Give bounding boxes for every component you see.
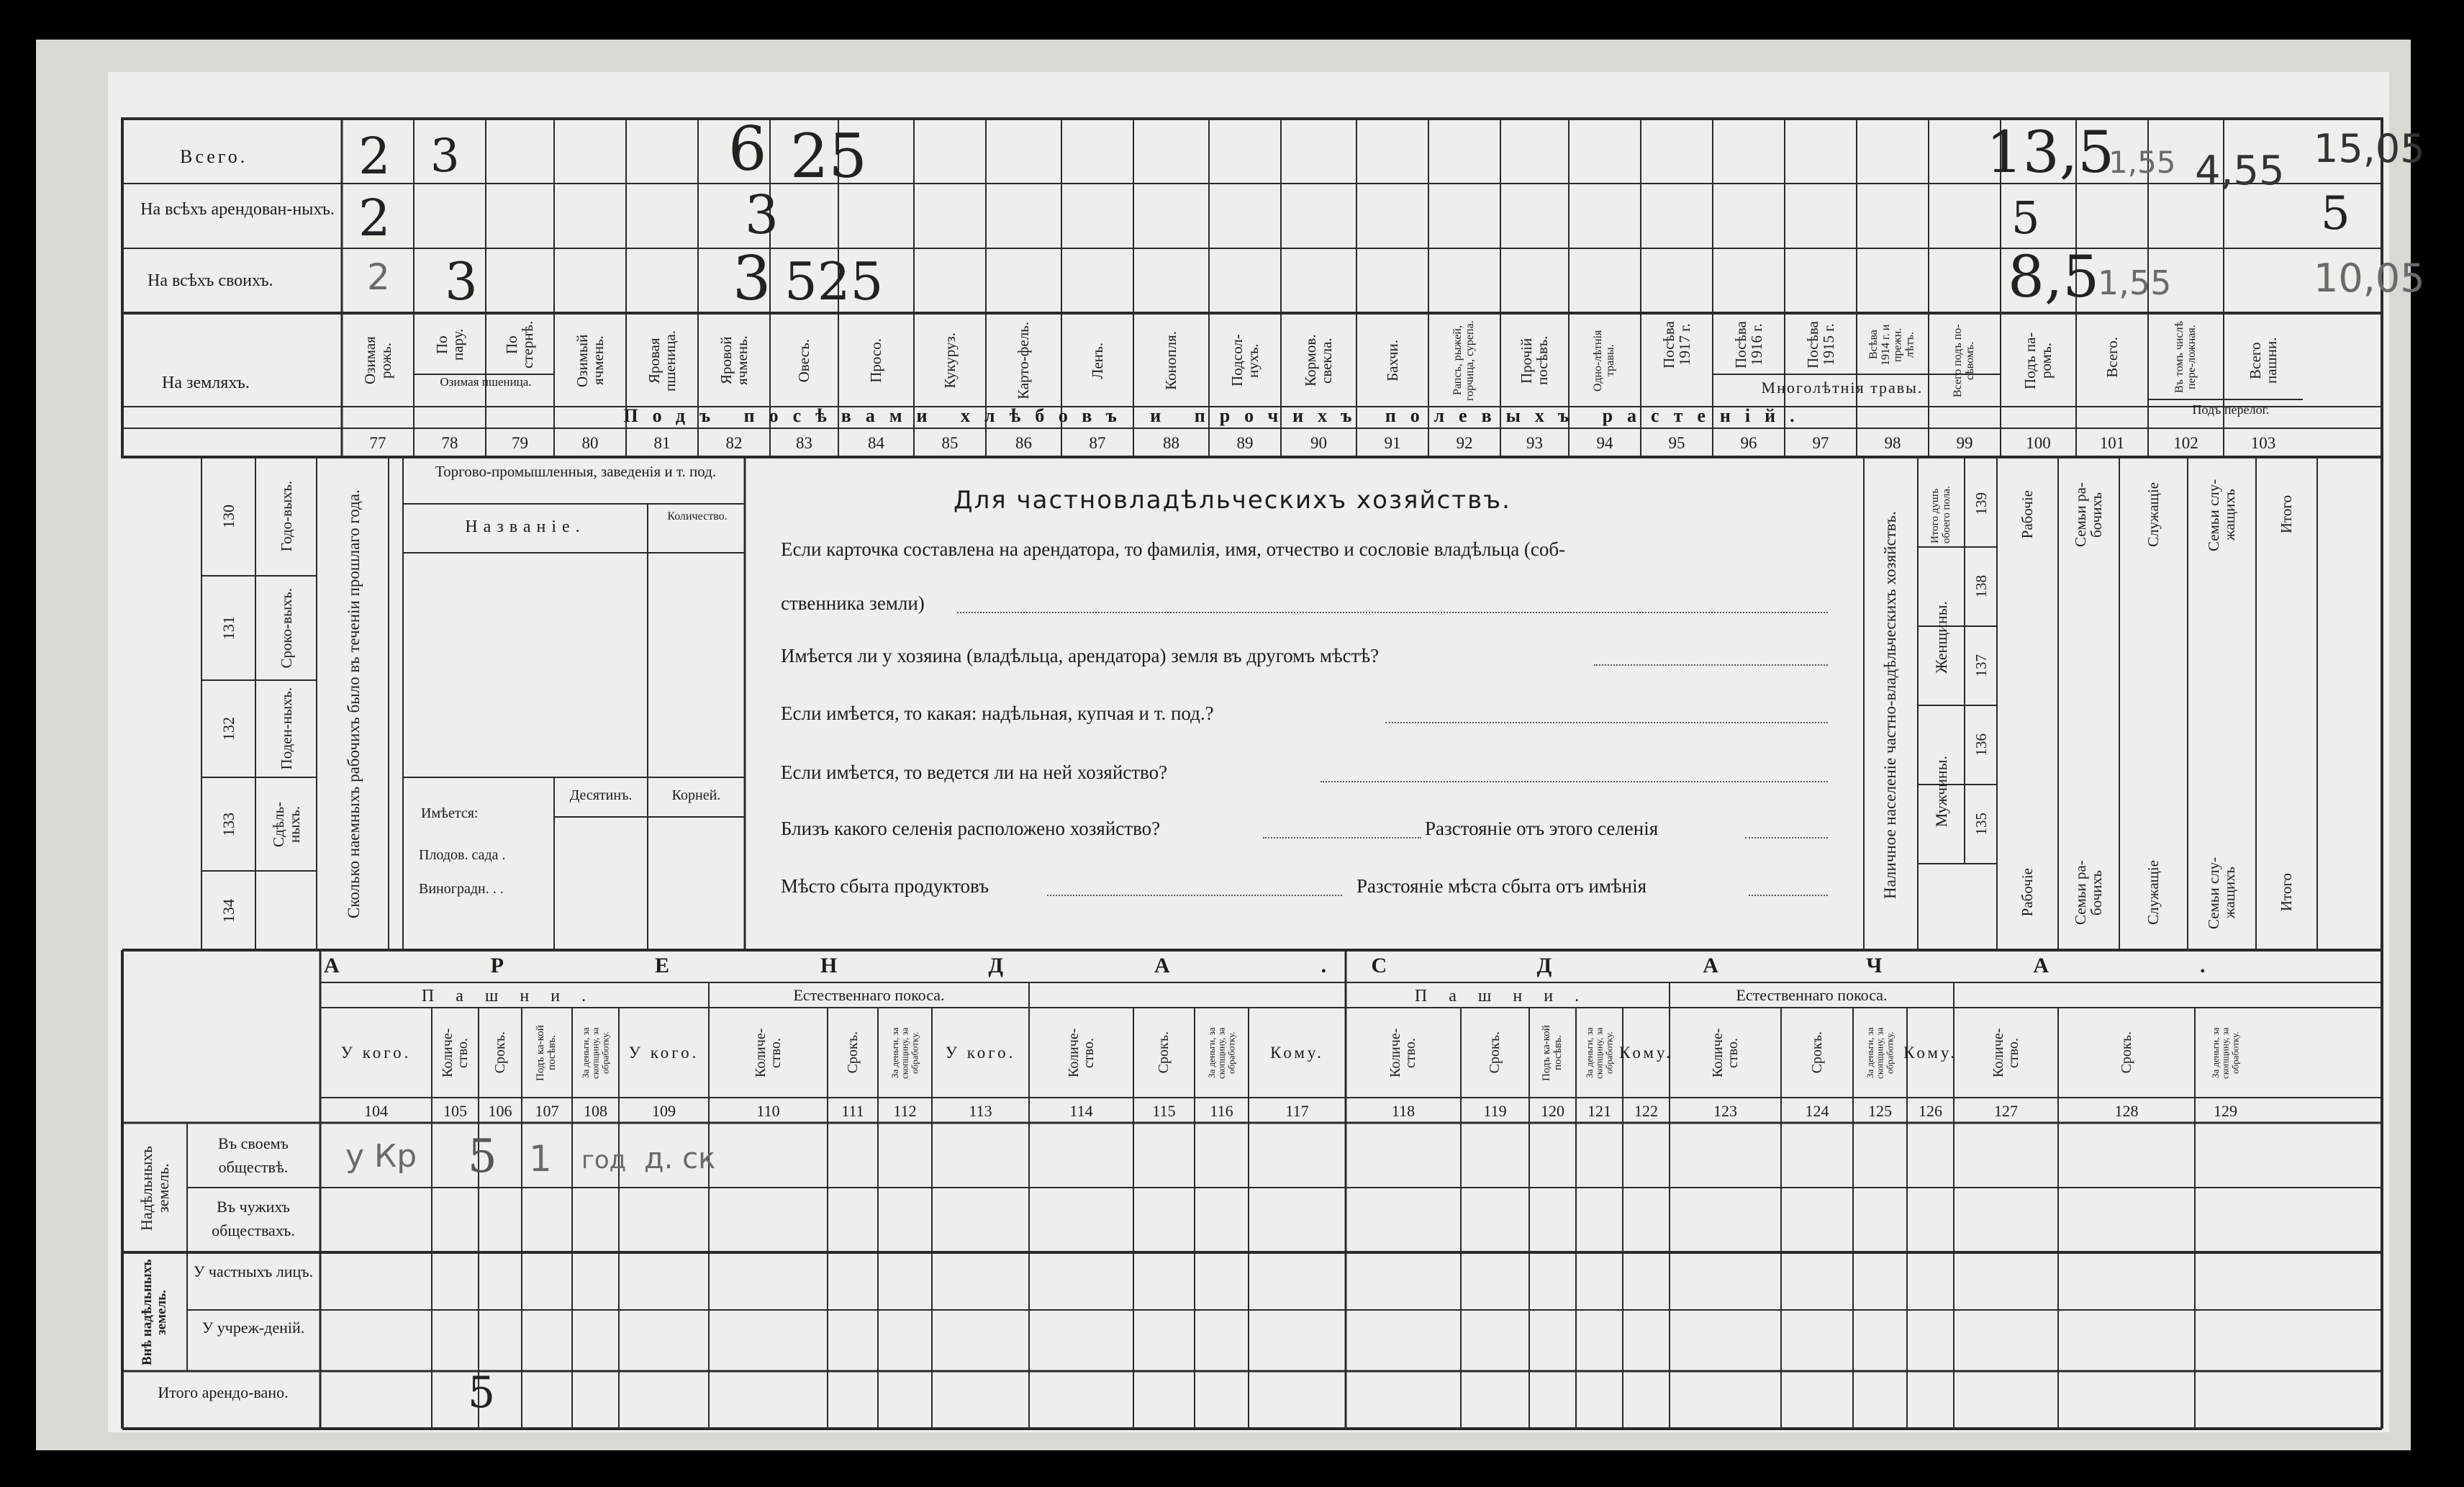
crop-header-103: Всего пашни. [2246,337,2280,384]
hw-arenda-pod: год [581,1146,627,1175]
hw-r1-c77: 2 [358,127,391,186]
crop-header-81: Яровая пшеница. [645,330,679,392]
hw-r3-c99: 8,5 [2008,243,2100,310]
pop-col-bot-3: Семьи слу-жащихъ [2205,856,2239,929]
worker-col-label-134 [257,874,316,946]
row-label-vsego: Всего. [180,146,248,167]
nadel-group-label: Надѣльныхъ земель. [137,1145,172,1231]
population-title: Наличное населеніе частно-владѣльческихъ хозяйствъ. [1881,511,1900,900]
col-num-79: 79 [512,434,528,452]
bottom-col-head-129: За деньги, за скопщину, за обработку. [2210,1026,2241,1079]
q2-answer-line [1594,664,1828,666]
bottom-col-head-117: Кому. [1270,1043,1324,1062]
mnogoletnie-travy-label: Многолѣтнія травы. [1761,379,1924,397]
col-num-94: 94 [1596,434,1613,452]
q5b-answer-line [1745,837,1828,839]
private-q3: Если имѣется, то какая: надѣльная, купчая и т. под.? [781,702,1214,724]
row-u-uchrezhdeniy: У учреж-деній. [201,1319,305,1337]
bottom-col-num-126: 126 [1919,1102,1942,1120]
hw-arenda-kol: 5 [468,1130,497,1183]
col-num-93: 93 [1526,434,1543,452]
bottom-col-head-111: Срокъ. [844,1031,861,1074]
bottom-col-num-104: 104 [364,1102,388,1120]
crop-header-100: Подъ па-ромъ. [2021,332,2055,389]
private-q5a: Близъ какого селенія расположено хозяйство? [781,818,1161,839]
hw-r1-c99: 13,5 [1986,119,2115,186]
trade-title: Торгово-промышленныя, заведенія и т. под. [435,463,717,480]
crop-header-88: Конопля. [1162,331,1180,390]
row-v-chuzhikh: Въ чужихъ обществахъ. [212,1198,295,1239]
pop-col-top-0: Рабочіе [2019,490,2037,539]
row-label-arendovannykh: На всѣхъ арендован-ныхъ. [140,200,335,219]
trade-qty-col: Количество. [667,510,728,523]
col-num-81: 81 [653,434,671,452]
crop-header-83: Овесъ. [795,338,813,383]
hw-r1-c100: 1,55 [2109,145,2176,180]
bottom-col-head-109: У кого. [628,1043,699,1062]
bottom-col-head-128: Срокъ. [2118,1031,2134,1074]
bottom-col-num-122: 122 [1634,1102,1658,1120]
pop-col-bot-2: Служащіе [2144,860,2162,925]
col-num-80: 80 [581,434,599,452]
bottom-col-head-105: Количе-ство. [439,1028,471,1077]
sdacha-pashni: Пашни. [1414,987,1601,1005]
pop-num-139: 139 [1972,492,1990,515]
bottom-col-num-111: 111 [841,1102,864,1120]
col-num-103: 103 [2250,434,2276,452]
private-q6a: Мѣсто сбыта продуктовъ [781,875,989,897]
hw-r3-c77: 2 [367,256,390,298]
crop-header-84: Просо. [867,338,885,383]
col-num-82: 82 [725,434,743,452]
pop-num-136: 136 [1972,733,1990,756]
crop-header-77: Озимая рожь. [361,336,394,385]
bottom-col-head-120: Подъ ка-кой посѣвъ. [1540,1024,1564,1081]
crop-header-94: Одно-лѣтнія травы. [1592,330,1616,392]
bottom-col-num-112: 112 [893,1102,917,1120]
worker-col-label-131: Сроко-выхъ. [277,587,295,669]
bottom-col-head-114: Количе-ство. [1065,1028,1097,1077]
hw-r3-c82: 3 [733,243,771,314]
bottom-col-num-117: 117 [1285,1102,1309,1120]
col-num-85: 85 [941,434,959,452]
bottom-col-num-108: 108 [584,1102,607,1120]
crop-header-95: Посѣва 1917 г. [1659,321,1693,369]
hw-r1-c103: 15,05 [2314,126,2425,171]
crop-header-79: По стернѣ. [503,320,537,369]
pop-col-top-1: Семьи ра-бочихъ [2072,482,2106,547]
plantation-imeetsya: Имѣется: [421,805,479,821]
private-q4: Если имѣется, то ведется ли на ней хозяйство? [781,761,1168,783]
q3-answer-line [1385,722,1828,723]
q5a-answer-line [1263,837,1421,839]
worker-col-num-133: 133 [219,812,238,836]
sdacha-banner: СДАЧА. [1371,954,2357,977]
bottom-col-head-106: Срокъ. [492,1031,508,1074]
private-q5b: Разстояніе отъ этого селенія [1425,818,1659,839]
worker-col-num-134: 134 [219,898,238,923]
hw-r1-c78: 3 [430,130,460,183]
pod-perelog-label: Подъ перелог. [2192,402,2270,417]
private-q6b: Разстояніе мѣста сбыта отъ имѣнія [1356,875,1647,897]
col-num-100: 100 [2026,434,2051,452]
private-heading: Для частновладѣльческихъ хозяйствъ. [954,486,1511,515]
col-num-77: 77 [369,434,386,452]
worker-col-label-132: Поден-ныхъ. [277,687,295,770]
crop-header-91: Бахчи. [1383,340,1401,381]
crop-header-101: Всего. [2103,336,2121,378]
bottom-col-head-115: Срокъ. [1156,1031,1172,1074]
hw-itogo-kol: 5 [468,1368,496,1418]
col-num-96: 96 [1740,434,1757,452]
hw-r2-c82: 3 [745,184,779,246]
sdacha-pokos: Естественнаго покоса. [1736,986,1888,1004]
crop-header-89: Подсол-нухъ. [1228,334,1262,387]
q6b-answer-line [1749,895,1828,896]
hw-r2-c103: 5 [2321,187,2350,240]
ozimaya-pshenitsa-label: Озимая пшеница. [440,375,532,389]
bottom-col-num-105: 105 [443,1102,467,1120]
col-num-84: 84 [868,434,884,452]
col-num-78: 78 [441,434,458,452]
bottom-col-num-106: 106 [488,1102,512,1120]
bottom-col-head-107: Подъ ка-кой посѣвъ. [535,1024,558,1081]
population-muzhchiny: Мужчины. [1931,756,1950,828]
row-u-chastnykh: У частныхъ лицъ. [193,1262,314,1280]
bottom-col-num-116: 116 [1210,1102,1233,1120]
crop-header-82: Яровой ячмень. [717,335,751,386]
hw-arenda-srok: 1 [529,1138,552,1180]
bottom-col-num-107: 107 [535,1102,559,1120]
arenda-pokos: Естественнаго покоса. [793,986,945,1004]
bottom-col-head-122: Кому. [1619,1043,1673,1062]
plantation-desyatin: Десятинъ. [569,787,633,803]
bottom-col-head-110: Количе-ство. [752,1028,784,1077]
bottom-col-num-113: 113 [969,1102,992,1120]
pop-col-bot-4: Итого [2278,873,2296,912]
col-num-83: 83 [796,434,812,452]
bottom-col-num-121: 121 [1587,1102,1611,1120]
bottom-col-num-124: 124 [1805,1102,1829,1120]
private-q1b: ственника земли) [781,592,925,614]
pop-col-top-2: Служащіе [2144,482,2162,547]
worker-col-label-130: Годо-выхъ. [277,481,295,552]
col-num-95: 95 [1668,434,1685,452]
pop-col-top-4: Итого [2278,495,2296,534]
bottom-col-num-129: 129 [2214,1102,2237,1120]
hw-r2-c77: 2 [358,189,391,248]
col-num-88: 88 [1163,434,1179,452]
col-num-92: 92 [1456,434,1473,452]
col-num-97: 97 [1812,434,1829,452]
crop-header-99: Всего подъ по-сѣвомъ. [1952,324,1976,397]
bottom-col-head-121: За деньги, за скопщину, за обработку. [1584,1026,1615,1079]
hw-r1-c101: 4,55 [2195,148,2285,194]
col-num-91: 91 [1384,434,1401,452]
vne-group-label: Внѣ надѣльныхъ земель. [140,1259,169,1365]
q6a-answer-line [1047,895,1342,896]
bottom-col-head-126: Кому. [1903,1043,1957,1062]
col-num-99: 99 [1956,434,1973,452]
plantation-vinograd: Виноградн. . . [419,881,504,897]
pop-num-137: 137 [1972,654,1990,677]
workers-question: Сколько наемныхъ рабочихъ было въ теченіи прошлаго года. [345,489,363,918]
hw-r3-c78: 3 [445,251,478,312]
q4-answer-line [1321,781,1828,782]
crop-header-78: По пару. [432,328,466,361]
crop-header-87: Ленъ. [1088,342,1106,379]
col-num-90: 90 [1310,434,1327,452]
population-zhenshchiny: Женщины. [1931,600,1950,674]
bottom-col-num-109: 109 [652,1102,676,1120]
trade-name-col: Названіе. [465,517,586,536]
bottom-col-num-110: 110 [756,1102,780,1120]
bottom-col-head-124: Срокъ. [1808,1031,1825,1074]
bottom-col-num-123: 123 [1713,1102,1737,1120]
private-q1a: Если карточка составлена на арендатора, то фамилія, имя, отчество и сословіе владѣльца (соб- [781,538,1566,560]
hw-r2-c99: 5 [2011,191,2040,244]
pop-col-bot-1: Семьи ра-бочихъ [2072,860,2106,925]
q1-answer-line [957,612,1828,613]
row-label-svoikh: На всѣхъ своихъ. [148,271,273,290]
col-num-102: 102 [2173,434,2198,452]
hw-r3-c83: 525 [784,251,884,312]
bottom-col-num-118: 118 [1391,1102,1416,1120]
bottom-col-head-125: За деньги, за скопщину, за обработку. [1865,1026,1895,1079]
hw-r1-c82: 6 [728,114,767,184]
pop-num-135: 135 [1972,813,1990,836]
crop-header-93: Прочій посѣвъ. [1518,335,1552,386]
bottom-col-num-127: 127 [1994,1102,2018,1120]
worker-col-num-130: 130 [219,505,238,528]
plantation-plodov: Плодов. сада . [419,847,506,863]
bottom-col-head-119: Срокъ. [1487,1031,1503,1074]
bottom-col-num-128: 128 [2114,1102,2139,1120]
bottom-col-head-113: У кого. [945,1043,1016,1062]
crop-header-102: Въ томъ числѣ пере-ложная. [2173,320,2198,394]
hw-arenda-u-kogo: у Кр [345,1138,417,1175]
bottom-col-head-116: За деньги, за скопщину, за обработку. [1206,1026,1237,1079]
crop-header-98: Всѣва 1914 г. и прежн. лѣтъ. [1867,324,1916,366]
worker-col-num-131: 131 [219,616,238,640]
population-itogo-obo: Итого душъ обоего пола. [1929,486,1952,543]
pop-col-bot-0: Рабочіе [2019,868,2037,917]
bottom-col-num-120: 120 [1541,1102,1564,1120]
row-itogo-arendovano: Итого арендо-вано. [158,1383,289,1401]
row-label-na-zemlyakh: На земляхъ. [162,374,250,392]
hw-arenda-za: д. ск [644,1142,716,1175]
pop-num-138: 138 [1972,575,1990,598]
arenda-pashni: Пашни. [421,987,608,1005]
bottom-col-head-112: За деньги, за скопщину, за обработку. [889,1026,920,1079]
crop-header-96: Посѣва 1916 г. [1731,321,1765,369]
hw-r3-c100: 1,55 [2098,263,2172,302]
bottom-col-num-115: 115 [1152,1102,1176,1120]
crop-header-92: Рапсъ, рыжей, горчица, сурепа. [1451,320,1476,401]
arenda-banner: АРЕНДА. [324,954,1478,977]
bottom-col-num-114: 114 [1069,1102,1093,1120]
row-v-svoem: Въ своемъ обществѣ. [218,1134,289,1176]
private-q2: Имѣется ли у хозяина (владѣльца, арендатора) земля въ другомъ мѣстѣ? [781,645,1380,666]
bottom-col-head-118: Количе-ство. [1387,1028,1418,1077]
col-num-86: 86 [1015,434,1032,452]
hw-r3-c103: 10,05 [2314,256,2425,301]
crop-header-90: Кормов. свекла. [1302,334,1336,387]
bottom-col-head-127: Количе-ство. [1990,1028,2021,1077]
crop-header-86: Карто-фель. [1015,322,1033,399]
crop-header-97: Посѣва 1915 г. [1803,321,1837,369]
crop-header-80: Озимый ячмень. [573,334,607,387]
bottom-col-head-104: У кого. [340,1043,412,1062]
plantation-korney: Корней. [671,787,721,803]
hw-r1-c83: 25 [790,121,867,191]
worker-col-num-132: 132 [219,717,238,741]
bottom-col-head-108: За деньги, за скопщину, за обработку. [580,1026,611,1079]
col-num-101: 101 [2099,434,2125,452]
bottom-col-num-125: 125 [1868,1102,1892,1120]
under-crops-banner: Подъ посѣвами хлѣбовъ и прочихъ полевыхъ растеній. [623,405,1809,426]
bottom-col-num-119: 119 [1483,1102,1507,1120]
col-num-89: 89 [1236,434,1254,452]
col-num-87: 87 [1089,434,1106,452]
worker-col-label-133: Сдѣль-ныхъ. [269,801,303,847]
bottom-col-head-123: Количе-ство. [1709,1028,1741,1077]
pop-col-top-3: Семьи слу-жащихъ [2205,478,2239,551]
col-num-98: 98 [1884,434,1901,452]
crop-header-85: Кукуруз. [941,333,959,389]
